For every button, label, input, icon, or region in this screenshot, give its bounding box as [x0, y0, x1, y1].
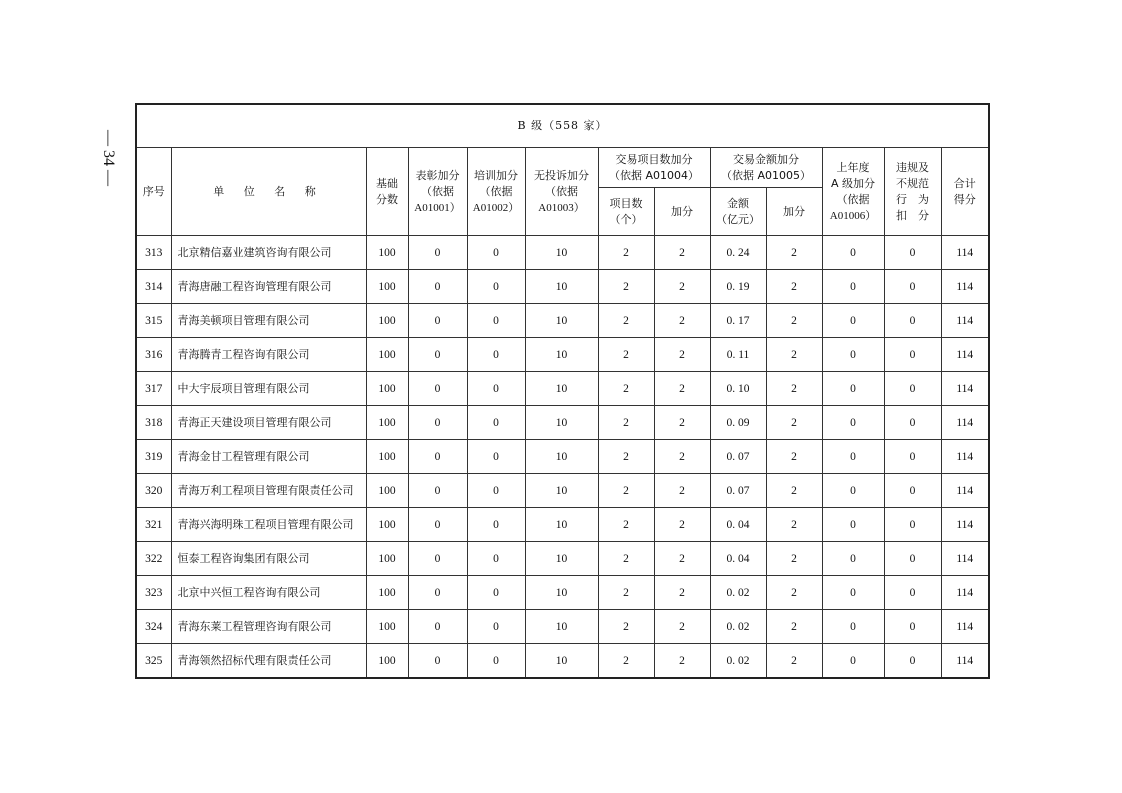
cell-total: 114 [941, 236, 989, 270]
cell-seq: 317 [136, 372, 171, 406]
cell-training: 0 [467, 372, 525, 406]
cell-violation: 0 [884, 508, 941, 542]
cell-training: 0 [467, 440, 525, 474]
cell-award: 0 [408, 304, 467, 338]
cell-last-year: 0 [822, 270, 884, 304]
cell-base: 100 [366, 338, 408, 372]
cell-base: 100 [366, 372, 408, 406]
cell-trade-count-add: 2 [654, 474, 710, 508]
cell-seq: 315 [136, 304, 171, 338]
page-number: — 34 — [100, 130, 117, 186]
header-training: 培训加分 （依据 A01002） [467, 148, 525, 236]
cell-trade-amount: 0. 10 [710, 372, 766, 406]
cell-no-complaint: 10 [525, 270, 598, 304]
cell-seq: 314 [136, 270, 171, 304]
cell-seq: 320 [136, 474, 171, 508]
cell-base: 100 [366, 508, 408, 542]
cell-training: 0 [467, 610, 525, 644]
cell-name: 青海领然招标代理有限责任公司 [171, 644, 366, 679]
cell-trade-amount-add: 2 [766, 304, 822, 338]
header-seq: 序号 [136, 148, 171, 236]
cell-violation: 0 [884, 474, 941, 508]
cell-base: 100 [366, 474, 408, 508]
cell-base: 100 [366, 270, 408, 304]
cell-trade-count-add: 2 [654, 406, 710, 440]
cell-award: 0 [408, 474, 467, 508]
cell-violation: 0 [884, 440, 941, 474]
cell-training: 0 [467, 644, 525, 679]
cell-violation: 0 [884, 610, 941, 644]
cell-total: 114 [941, 304, 989, 338]
cell-base: 100 [366, 304, 408, 338]
cell-no-complaint: 10 [525, 474, 598, 508]
table-row [136, 270, 989, 304]
cell-award: 0 [408, 508, 467, 542]
table-title: B 级（558 家） [136, 104, 989, 148]
table-row [136, 644, 989, 679]
cell-trade-count: 2 [598, 508, 654, 542]
cell-total: 114 [941, 338, 989, 372]
cell-trade-amount: 0. 02 [710, 576, 766, 610]
cell-training: 0 [467, 406, 525, 440]
cell-trade-count-add: 2 [654, 440, 710, 474]
table-row [136, 440, 989, 474]
cell-name: 北京精信嘉业建筑咨询有限公司 [171, 236, 366, 270]
cell-trade-amount: 0. 04 [710, 508, 766, 542]
cell-last-year: 0 [822, 610, 884, 644]
cell-name: 青海兴海明珠工程项目管理有限公司 [171, 508, 366, 542]
cell-award: 0 [408, 610, 467, 644]
cell-training: 0 [467, 508, 525, 542]
cell-trade-count-add: 2 [654, 338, 710, 372]
header-violation: 违规及 不规范 行 为 扣 分 [884, 148, 941, 236]
cell-name: 青海唐融工程咨询管理有限公司 [171, 270, 366, 304]
cell-trade-amount-add: 2 [766, 576, 822, 610]
cell-trade-count: 2 [598, 644, 654, 679]
cell-name: 青海美顿项目管理有限公司 [171, 304, 366, 338]
table-row [136, 474, 989, 508]
cell-violation: 0 [884, 236, 941, 270]
cell-trade-count-add: 2 [654, 542, 710, 576]
cell-trade-amount-add: 2 [766, 270, 822, 304]
cell-training: 0 [467, 304, 525, 338]
cell-name: 恒泰工程咨询集团有限公司 [171, 542, 366, 576]
cell-last-year: 0 [822, 474, 884, 508]
cell-award: 0 [408, 270, 467, 304]
header-no-complaint: 无投诉加分 （依据 A01003） [525, 148, 598, 236]
cell-total: 114 [941, 406, 989, 440]
cell-base: 100 [366, 440, 408, 474]
cell-seq: 316 [136, 338, 171, 372]
cell-training: 0 [467, 338, 525, 372]
cell-last-year: 0 [822, 542, 884, 576]
cell-award: 0 [408, 406, 467, 440]
cell-name: 青海东莱工程管理咨询有限公司 [171, 610, 366, 644]
header-award: 表彰加分 （依据 A01001） [408, 148, 467, 236]
cell-last-year: 0 [822, 406, 884, 440]
cell-name: 北京中兴恒工程咨询有限公司 [171, 576, 366, 610]
cell-base: 100 [366, 406, 408, 440]
cell-base: 100 [366, 236, 408, 270]
cell-trade-count-add: 2 [654, 644, 710, 679]
cell-total: 114 [941, 440, 989, 474]
cell-name: 青海万利工程项目管理有限责任公司 [171, 474, 366, 508]
table-row [136, 542, 989, 576]
cell-last-year: 0 [822, 576, 884, 610]
cell-trade-amount: 0. 02 [710, 610, 766, 644]
cell-training: 0 [467, 474, 525, 508]
cell-award: 0 [408, 542, 467, 576]
cell-violation: 0 [884, 576, 941, 610]
header-trade-amount-group: 交易金额加分 （依据 A01005） [710, 148, 822, 188]
cell-trade-amount-add: 2 [766, 236, 822, 270]
cell-seq: 321 [136, 508, 171, 542]
cell-name: 青海金甘工程管理有限公司 [171, 440, 366, 474]
header-trade-amount-add: 加分 [766, 188, 822, 236]
cell-no-complaint: 10 [525, 304, 598, 338]
cell-total: 114 [941, 474, 989, 508]
cell-trade-amount-add: 2 [766, 508, 822, 542]
cell-violation: 0 [884, 542, 941, 576]
cell-violation: 0 [884, 406, 941, 440]
cell-trade-count: 2 [598, 304, 654, 338]
cell-trade-amount-add: 2 [766, 338, 822, 372]
header-trade-count-group: 交易项目数加分 （依据 A01004） [598, 148, 710, 188]
cell-trade-amount: 0. 24 [710, 236, 766, 270]
cell-no-complaint: 10 [525, 610, 598, 644]
cell-no-complaint: 10 [525, 338, 598, 372]
cell-training: 0 [467, 542, 525, 576]
cell-no-complaint: 10 [525, 644, 598, 679]
cell-total: 114 [941, 542, 989, 576]
cell-seq: 323 [136, 576, 171, 610]
cell-training: 0 [467, 576, 525, 610]
table-row [136, 576, 989, 610]
cell-trade-count-add: 2 [654, 372, 710, 406]
cell-trade-count: 2 [598, 270, 654, 304]
cell-last-year: 0 [822, 372, 884, 406]
cell-violation: 0 [884, 338, 941, 372]
cell-last-year: 0 [822, 236, 884, 270]
cell-trade-amount: 0. 02 [710, 644, 766, 679]
cell-last-year: 0 [822, 644, 884, 679]
cell-trade-count-add: 2 [654, 304, 710, 338]
cell-seq: 319 [136, 440, 171, 474]
cell-seq: 322 [136, 542, 171, 576]
cell-no-complaint: 10 [525, 372, 598, 406]
cell-trade-amount: 0. 09 [710, 406, 766, 440]
cell-total: 114 [941, 644, 989, 679]
cell-total: 114 [941, 372, 989, 406]
cell-no-complaint: 10 [525, 406, 598, 440]
cell-last-year: 0 [822, 508, 884, 542]
cell-training: 0 [467, 270, 525, 304]
header-name: 单 位 名 称 [171, 148, 366, 236]
cell-trade-count: 2 [598, 474, 654, 508]
cell-base: 100 [366, 576, 408, 610]
cell-violation: 0 [884, 372, 941, 406]
cell-trade-amount: 0. 19 [710, 270, 766, 304]
cell-violation: 0 [884, 304, 941, 338]
cell-total: 114 [941, 508, 989, 542]
header-total: 合计 得分 [941, 148, 989, 236]
cell-trade-count: 2 [598, 236, 654, 270]
cell-total: 114 [941, 610, 989, 644]
cell-total: 114 [941, 270, 989, 304]
cell-name: 青海腾青工程咨询有限公司 [171, 338, 366, 372]
cell-trade-amount: 0. 11 [710, 338, 766, 372]
cell-trade-count: 2 [598, 542, 654, 576]
cell-no-complaint: 10 [525, 236, 598, 270]
table-row [136, 236, 989, 270]
table-body [136, 236, 989, 679]
header-trade-amount: 金额 （亿元） [710, 188, 766, 236]
cell-award: 0 [408, 644, 467, 679]
cell-trade-amount: 0. 17 [710, 304, 766, 338]
cell-trade-count-add: 2 [654, 610, 710, 644]
cell-no-complaint: 10 [525, 542, 598, 576]
cell-name: 青海正天建设项目管理有限公司 [171, 406, 366, 440]
cell-trade-count-add: 2 [654, 576, 710, 610]
cell-award: 0 [408, 372, 467, 406]
cell-base: 100 [366, 644, 408, 679]
cell-trade-amount-add: 2 [766, 542, 822, 576]
cell-trade-count-add: 2 [654, 270, 710, 304]
cell-seq: 325 [136, 644, 171, 679]
cell-trade-amount-add: 2 [766, 372, 822, 406]
cell-trade-count-add: 2 [654, 236, 710, 270]
cell-trade-amount: 0. 07 [710, 474, 766, 508]
table-row [136, 508, 989, 542]
cell-last-year: 0 [822, 304, 884, 338]
cell-trade-amount-add: 2 [766, 406, 822, 440]
cell-violation: 0 [884, 644, 941, 679]
cell-trade-count: 2 [598, 372, 654, 406]
cell-seq: 324 [136, 610, 171, 644]
cell-training: 0 [467, 236, 525, 270]
cell-violation: 0 [884, 270, 941, 304]
cell-trade-amount: 0. 07 [710, 440, 766, 474]
cell-base: 100 [366, 542, 408, 576]
header-trade-count-add: 加分 [654, 188, 710, 236]
cell-trade-count: 2 [598, 576, 654, 610]
cell-total: 114 [941, 576, 989, 610]
cell-award: 0 [408, 576, 467, 610]
cell-trade-count: 2 [598, 338, 654, 372]
header-last-year: 上年度 A 级加分 （依据 A01006） [822, 148, 884, 236]
cell-trade-count: 2 [598, 406, 654, 440]
cell-seq: 313 [136, 236, 171, 270]
cell-last-year: 0 [822, 440, 884, 474]
cell-trade-count: 2 [598, 610, 654, 644]
header-trade-count: 项目数 （个） [598, 188, 654, 236]
table-row [136, 406, 989, 440]
cell-no-complaint: 10 [525, 576, 598, 610]
table-row [136, 610, 989, 644]
header-base: 基础 分数 [366, 148, 408, 236]
cell-award: 0 [408, 236, 467, 270]
cell-name: 中大宇辰项目管理有限公司 [171, 372, 366, 406]
cell-no-complaint: 10 [525, 508, 598, 542]
cell-award: 0 [408, 338, 467, 372]
cell-trade-amount-add: 2 [766, 644, 822, 679]
cell-award: 0 [408, 440, 467, 474]
table-row [136, 304, 989, 338]
cell-trade-amount: 0. 04 [710, 542, 766, 576]
cell-last-year: 0 [822, 338, 884, 372]
table-row [136, 372, 989, 406]
cell-no-complaint: 10 [525, 440, 598, 474]
rating-table [135, 103, 990, 679]
cell-trade-amount-add: 2 [766, 610, 822, 644]
table-row [136, 338, 989, 372]
cell-base: 100 [366, 610, 408, 644]
cell-seq: 318 [136, 406, 171, 440]
cell-trade-count-add: 2 [654, 508, 710, 542]
cell-trade-amount-add: 2 [766, 474, 822, 508]
cell-trade-amount-add: 2 [766, 440, 822, 474]
cell-trade-count: 2 [598, 440, 654, 474]
